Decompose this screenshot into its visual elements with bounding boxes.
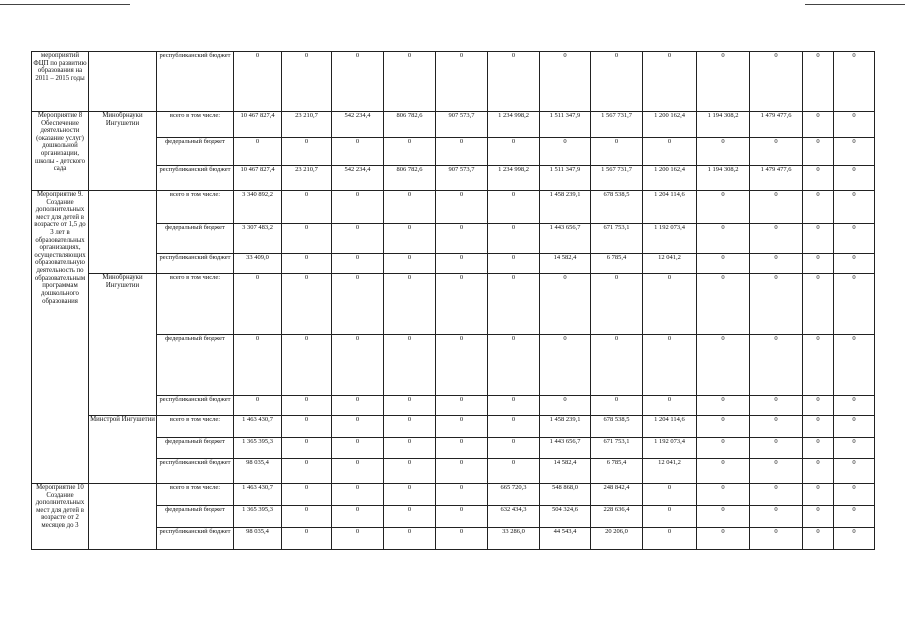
amount-cell: 0: [643, 396, 697, 416]
amount-cell: 12 041,2: [643, 459, 697, 484]
amount-cell: 0: [436, 459, 488, 484]
amount-cell: 542 234,4: [332, 112, 384, 138]
amount-cell: 1 194 308,2: [697, 166, 750, 191]
amount-cell: 0: [332, 484, 384, 506]
amount-cell: 0: [436, 528, 488, 550]
amount-cell: 0: [332, 528, 384, 550]
amount-cell: 0: [834, 459, 875, 484]
amount-cell: 0: [803, 274, 834, 335]
amount-cell: 0: [834, 528, 875, 550]
amount-cell: 98 035,4: [234, 528, 282, 550]
amount-cell: 0: [834, 254, 875, 274]
amount-cell: 0: [750, 459, 803, 484]
amount-cell: 0: [750, 52, 803, 112]
table-row: [32, 166, 875, 191]
amount-cell: 678 538,5: [591, 191, 643, 224]
table-row: [32, 191, 875, 224]
amount-cell: 0: [697, 191, 750, 224]
amount-cell: 1 204 114,6: [643, 191, 697, 224]
amount-cell: 1 511 347,9: [540, 166, 591, 191]
amount-cell: 0: [834, 438, 875, 459]
amount-cell: 0: [488, 396, 540, 416]
amount-cell: 0: [488, 416, 540, 438]
responsible-cell: [89, 191, 157, 274]
amount-cell: 0: [282, 528, 332, 550]
amount-cell: 0: [697, 438, 750, 459]
source-cell: республиканский бюджет: [157, 528, 234, 550]
amount-cell: 0: [803, 459, 834, 484]
source-cell: республиканский бюджет: [157, 166, 234, 191]
amount-cell: 0: [697, 459, 750, 484]
table-row: [32, 396, 875, 416]
amount-cell: 0: [234, 396, 282, 416]
amount-cell: 33 286,0: [488, 528, 540, 550]
amount-cell: 0: [803, 191, 834, 224]
amount-cell: 0: [332, 52, 384, 112]
amount-cell: 907 573,7: [436, 166, 488, 191]
amount-cell: 0: [488, 254, 540, 274]
source-cell: республиканский бюджет: [157, 52, 234, 112]
table-row: [32, 254, 875, 274]
responsible-cell: Минобрнауки Ингушетии: [89, 274, 157, 416]
amount-cell: 1 200 162,4: [643, 112, 697, 138]
amount-cell: 542 234,4: [332, 166, 384, 191]
amount-cell: 0: [384, 416, 436, 438]
amount-cell: 0: [750, 191, 803, 224]
source-cell: всего в том числе:: [157, 112, 234, 138]
amount-cell: 0: [643, 274, 697, 335]
amount-cell: 0: [697, 506, 750, 528]
amount-cell: 504 324,6: [540, 506, 591, 528]
amount-cell: 0: [384, 224, 436, 254]
amount-cell: 671 753,1: [591, 438, 643, 459]
amount-cell: 0: [697, 416, 750, 438]
amount-cell: 1 443 656,7: [540, 438, 591, 459]
amount-cell: 806 782,6: [384, 112, 436, 138]
amount-cell: 0: [750, 506, 803, 528]
source-cell: республиканский бюджет: [157, 459, 234, 484]
amount-cell: 0: [332, 335, 384, 396]
amount-cell: 6 785,4: [591, 459, 643, 484]
amount-cell: 1 234 998,2: [488, 112, 540, 138]
amount-cell: 23 210,7: [282, 166, 332, 191]
amount-cell: 0: [643, 528, 697, 550]
amount-cell: 0: [384, 396, 436, 416]
amount-cell: 0: [436, 224, 488, 254]
source-cell: федеральный бюджет: [157, 138, 234, 166]
amount-cell: 0: [436, 396, 488, 416]
amount-cell: 0: [643, 484, 697, 506]
amount-cell: 0: [488, 335, 540, 396]
amount-cell: 0: [282, 416, 332, 438]
amount-cell: 0: [282, 484, 332, 506]
table-row: [32, 274, 875, 335]
amount-cell: 0: [591, 274, 643, 335]
amount-cell: 0: [384, 138, 436, 166]
amount-cell: 0: [750, 396, 803, 416]
table-row: [32, 112, 875, 138]
table-row: [32, 335, 875, 396]
amount-cell: 0: [750, 138, 803, 166]
source-cell: федеральный бюджет: [157, 506, 234, 528]
amount-cell: 0: [697, 224, 750, 254]
amount-cell: 1 192 073,4: [643, 224, 697, 254]
amount-cell: 548 868,0: [540, 484, 591, 506]
amount-cell: 228 636,4: [591, 506, 643, 528]
amount-cell: 0: [750, 274, 803, 335]
amount-cell: 0: [834, 52, 875, 112]
amount-cell: 0: [750, 528, 803, 550]
amount-cell: 0: [803, 528, 834, 550]
event-name-cell: Мероприятие 9. Создание дополнительных мест для детей в возрасте от 1,5 до 3 лет в образовательных организациях, осуществляющих образовательную деятельность по образовательным программам дошкольного образования: [32, 191, 89, 484]
amount-cell: 1 443 656,7: [540, 224, 591, 254]
responsible-cell: Минобрнауки Ингушетии: [89, 112, 157, 191]
amount-cell: 665 720,3: [488, 484, 540, 506]
amount-cell: 0: [384, 254, 436, 274]
amount-cell: 0: [332, 138, 384, 166]
responsible-cell: [89, 484, 157, 550]
amount-cell: 0: [540, 138, 591, 166]
amount-cell: 0: [488, 438, 540, 459]
amount-cell: 0: [834, 506, 875, 528]
source-cell: всего в том числе:: [157, 274, 234, 335]
amount-cell: 0: [332, 506, 384, 528]
amount-cell: 0: [436, 138, 488, 166]
amount-cell: 3 307 483,2: [234, 224, 282, 254]
amount-cell: 0: [436, 52, 488, 112]
amount-cell: 0: [282, 254, 332, 274]
amount-cell: 0: [750, 224, 803, 254]
table-row: [32, 506, 875, 528]
amount-cell: 0: [803, 138, 834, 166]
amount-cell: 0: [803, 506, 834, 528]
event-name-cell: Мероприятие 8 Обеспечение деятельности (оказание услуг) дошкольной организации, школы - детского сада: [32, 112, 89, 191]
amount-cell: 0: [834, 274, 875, 335]
amount-cell: 0: [803, 166, 834, 191]
amount-cell: 0: [697, 484, 750, 506]
amount-cell: 907 573,7: [436, 112, 488, 138]
amount-cell: 0: [332, 459, 384, 484]
amount-cell: 0: [384, 335, 436, 396]
amount-cell: 0: [384, 528, 436, 550]
amount-cell: 0: [488, 52, 540, 112]
table-row: [32, 52, 875, 112]
amount-cell: 0: [282, 52, 332, 112]
amount-cell: 0: [332, 224, 384, 254]
amount-cell: 0: [332, 396, 384, 416]
amount-cell: 0: [591, 52, 643, 112]
amount-cell: 0: [282, 459, 332, 484]
amount-cell: 0: [591, 396, 643, 416]
amount-cell: 0: [697, 254, 750, 274]
amount-cell: 0: [834, 224, 875, 254]
amount-cell: 0: [803, 112, 834, 138]
amount-cell: 0: [697, 274, 750, 335]
amount-cell: 0: [750, 416, 803, 438]
amount-cell: 0: [436, 254, 488, 274]
amount-cell: 12 041,2: [643, 254, 697, 274]
amount-cell: 0: [834, 416, 875, 438]
amount-cell: 1 567 731,7: [591, 112, 643, 138]
amount-cell: 0: [282, 274, 332, 335]
amount-cell: 0: [697, 528, 750, 550]
amount-cell: 0: [282, 138, 332, 166]
amount-cell: 0: [834, 335, 875, 396]
amount-cell: 0: [643, 335, 697, 396]
amount-cell: 1 192 073,4: [643, 438, 697, 459]
amount-cell: 0: [643, 506, 697, 528]
amount-cell: 0: [643, 52, 697, 112]
responsible-cell: [89, 52, 157, 112]
table-row: [32, 438, 875, 459]
amount-cell: 0: [540, 335, 591, 396]
amount-cell: 1 567 731,7: [591, 166, 643, 191]
amount-cell: 1 194 308,2: [697, 112, 750, 138]
table-row: [32, 224, 875, 254]
amount-cell: 0: [384, 484, 436, 506]
amount-cell: 0: [234, 335, 282, 396]
amount-cell: 0: [697, 396, 750, 416]
amount-cell: 0: [488, 138, 540, 166]
amount-cell: 632 434,3: [488, 506, 540, 528]
amount-cell: 0: [834, 138, 875, 166]
amount-cell: 0: [803, 335, 834, 396]
amount-cell: 0: [834, 396, 875, 416]
amount-cell: 1 479 477,6: [750, 166, 803, 191]
source-cell: всего в том числе:: [157, 191, 234, 224]
amount-cell: 0: [803, 484, 834, 506]
amount-cell: 0: [282, 396, 332, 416]
amount-cell: 0: [803, 254, 834, 274]
amount-cell: 0: [384, 191, 436, 224]
responsible-cell: Минстрой Ингушетии: [89, 416, 157, 484]
amount-cell: 0: [750, 484, 803, 506]
amount-cell: 678 538,5: [591, 416, 643, 438]
amount-cell: 0: [332, 438, 384, 459]
amount-cell: 10 467 827,4: [234, 166, 282, 191]
amount-cell: 806 782,6: [384, 166, 436, 191]
amount-cell: 0: [332, 274, 384, 335]
amount-cell: 0: [488, 191, 540, 224]
amount-cell: 1 234 998,2: [488, 166, 540, 191]
amount-cell: 98 035,4: [234, 459, 282, 484]
amount-cell: 0: [436, 438, 488, 459]
amount-cell: 0: [591, 335, 643, 396]
amount-cell: 0: [282, 224, 332, 254]
amount-cell: 1 200 162,4: [643, 166, 697, 191]
amount-cell: 0: [332, 191, 384, 224]
amount-cell: 0: [384, 52, 436, 112]
amount-cell: 0: [834, 112, 875, 138]
scan-top-line-left: [0, 4, 130, 5]
budget-table: [31, 51, 875, 550]
amount-cell: 0: [697, 335, 750, 396]
amount-cell: 0: [282, 438, 332, 459]
amount-cell: 0: [750, 254, 803, 274]
amount-cell: 1 204 114,6: [643, 416, 697, 438]
amount-cell: 0: [282, 191, 332, 224]
amount-cell: 0: [384, 506, 436, 528]
amount-cell: 0: [750, 335, 803, 396]
table-row: [32, 416, 875, 438]
amount-cell: 3 340 892,2: [234, 191, 282, 224]
amount-cell: 0: [834, 191, 875, 224]
source-cell: всего в том числе:: [157, 416, 234, 438]
event-name-cell: Мероприятие 10 Создание дополнительных мест для детей в возрасте от 2 месяцев до 3: [32, 484, 89, 550]
source-cell: всего в том числе:: [157, 484, 234, 506]
amount-cell: 0: [436, 484, 488, 506]
amount-cell: 0: [332, 416, 384, 438]
amount-cell: 0: [643, 138, 697, 166]
scan-top-line-right: [805, 4, 905, 5]
amount-cell: 1 463 430,7: [234, 416, 282, 438]
amount-cell: 1 458 239,1: [540, 191, 591, 224]
amount-cell: 0: [803, 396, 834, 416]
amount-cell: 0: [697, 52, 750, 112]
source-cell: республиканский бюджет: [157, 254, 234, 274]
amount-cell: 1 463 430,7: [234, 484, 282, 506]
amount-cell: 0: [436, 506, 488, 528]
amount-cell: 0: [384, 459, 436, 484]
amount-cell: 0: [234, 138, 282, 166]
amount-cell: 0: [332, 254, 384, 274]
amount-cell: 1 458 239,1: [540, 416, 591, 438]
amount-cell: 23 210,7: [282, 112, 332, 138]
amount-cell: 0: [436, 416, 488, 438]
amount-cell: 1 479 477,6: [750, 112, 803, 138]
source-cell: федеральный бюджет: [157, 438, 234, 459]
amount-cell: 0: [834, 166, 875, 191]
source-cell: республиканский бюджет: [157, 396, 234, 416]
amount-cell: 6 785,4: [591, 254, 643, 274]
amount-cell: 1 365 395,3: [234, 506, 282, 528]
amount-cell: 0: [803, 416, 834, 438]
amount-cell: 14 582,4: [540, 254, 591, 274]
amount-cell: 0: [234, 274, 282, 335]
budget-table-body: [32, 52, 875, 550]
amount-cell: 0: [834, 484, 875, 506]
amount-cell: 0: [488, 274, 540, 335]
amount-cell: 0: [488, 224, 540, 254]
amount-cell: 0: [540, 396, 591, 416]
amount-cell: 0: [591, 138, 643, 166]
amount-cell: 14 582,4: [540, 459, 591, 484]
amount-cell: 0: [697, 138, 750, 166]
amount-cell: 0: [282, 506, 332, 528]
amount-cell: 0: [750, 438, 803, 459]
source-cell: федеральный бюджет: [157, 335, 234, 396]
table-row: [32, 528, 875, 550]
amount-cell: 0: [436, 191, 488, 224]
amount-cell: 0: [436, 274, 488, 335]
amount-cell: 44 543,4: [540, 528, 591, 550]
event-name-cell: мероприятий ФЦП по развитию образования на 2011 – 2015 годы: [32, 52, 89, 112]
amount-cell: 0: [436, 335, 488, 396]
table-row: [32, 138, 875, 166]
amount-cell: 33 409,0: [234, 254, 282, 274]
source-cell: федеральный бюджет: [157, 224, 234, 254]
amount-cell: 0: [488, 459, 540, 484]
amount-cell: 0: [803, 438, 834, 459]
amount-cell: 0: [540, 274, 591, 335]
amount-cell: 1 511 347,9: [540, 112, 591, 138]
amount-cell: 0: [803, 224, 834, 254]
amount-cell: 671 753,1: [591, 224, 643, 254]
amount-cell: 248 842,4: [591, 484, 643, 506]
amount-cell: 0: [803, 52, 834, 112]
amount-cell: 0: [234, 52, 282, 112]
amount-cell: 0: [384, 438, 436, 459]
amount-cell: 0: [282, 335, 332, 396]
amount-cell: 10 467 827,4: [234, 112, 282, 138]
amount-cell: 0: [384, 274, 436, 335]
table-row: [32, 459, 875, 484]
amount-cell: 0: [540, 52, 591, 112]
amount-cell: 20 206,0: [591, 528, 643, 550]
amount-cell: 1 365 395,3: [234, 438, 282, 459]
table-row: [32, 484, 875, 506]
